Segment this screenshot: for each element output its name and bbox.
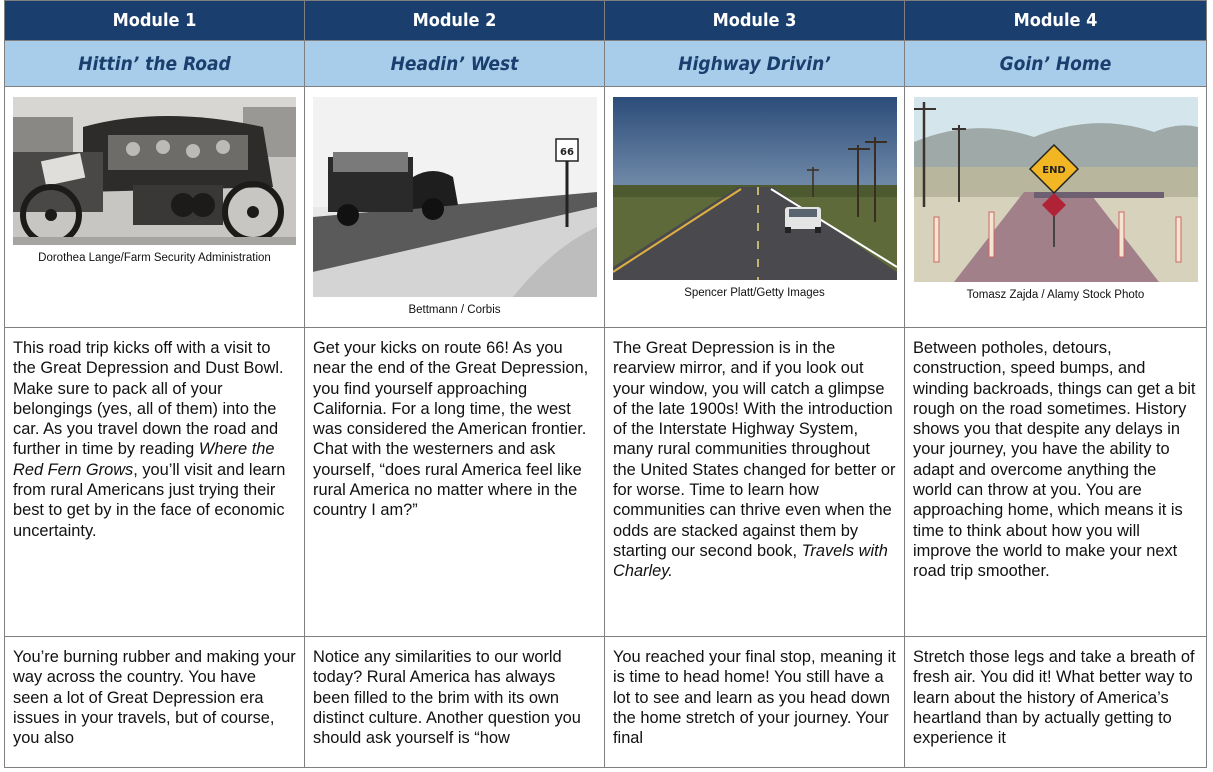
module-1-description-text-b: , you’ll visit and learn from rural Americans just trying their best to get by in the face of economic uncertainty. bbox=[13, 460, 286, 540]
end-sign-label: END bbox=[1041, 165, 1066, 176]
module-3-title: Highway Drivin’ bbox=[605, 41, 905, 87]
module-3-book-title: Travels with Charley. bbox=[613, 541, 888, 581]
module-2-description-cell bbox=[305, 328, 605, 637]
module-3-followup-cell bbox=[605, 637, 905, 768]
module-1-description-cell bbox=[5, 328, 305, 637]
module-2-image-cell bbox=[305, 87, 605, 328]
road-end-sign-photo bbox=[914, 97, 1198, 282]
module-1-description bbox=[5, 328, 304, 541]
vintage-car-photo bbox=[13, 97, 296, 245]
module-1-photo-credit: Dorothea Lange/Farm Security Administration bbox=[38, 252, 271, 264]
module-3-image-cell bbox=[605, 87, 905, 328]
module-4-description-cell bbox=[905, 328, 1207, 637]
module-followup-row bbox=[5, 637, 1207, 768]
module-4-followup: Stretch those legs and take a breath of fresh air. You did it! What better way to learn about the history of America’s heartland than by actually getting to experience it bbox=[913, 648, 1195, 748]
module-2-followup-cell bbox=[305, 637, 605, 768]
module-2-photo-credit: Bettmann / Corbis bbox=[408, 304, 501, 316]
module-3-header: Module 3 bbox=[605, 1, 905, 41]
module-3-description bbox=[605, 328, 904, 582]
module-1-description-text-a: This road trip kicks off with a visit to the Great Depression and Dust Bowl. Make sure to pack all of your belongings (yes, all of them) into the car. As you travel down the road and further in time by reading bbox=[13, 339, 284, 459]
module-4-image-cell bbox=[905, 87, 1207, 328]
module-1-header: Module 1 bbox=[5, 1, 305, 41]
module-2-header: Module 2 bbox=[305, 1, 605, 41]
module-description-row bbox=[5, 328, 1207, 637]
module-title-row bbox=[5, 41, 1207, 87]
highway-car-photo bbox=[613, 97, 897, 280]
module-1-followup-cell bbox=[5, 637, 305, 768]
module-3-description-cell bbox=[605, 328, 905, 637]
module-header-row bbox=[5, 1, 1207, 41]
route-66-sign-label: 66 bbox=[559, 147, 574, 158]
module-1-book-title: Where the Red Fern Grows bbox=[13, 440, 275, 479]
module-1-image-cell bbox=[5, 87, 305, 328]
module-4-title: Goin’ Home bbox=[905, 41, 1207, 87]
module-1-title: Hittin’ the Road bbox=[5, 41, 305, 87]
module-2-description: Get your kicks on route 66! As you near the end of the Great Depression, you find yourself approaching California. For a long time, the west was considered the American frontier. Chat with the westerners and ask yourself, “does rural America feel like rural America no matter where in the country I am?” bbox=[313, 339, 589, 520]
module-image-row bbox=[5, 87, 1207, 328]
module-4-photo-credit: Tomasz Zajda / Alamy Stock Photo bbox=[966, 289, 1145, 301]
module-3-photo-credit: Spencer Platt/Getty Images bbox=[684, 287, 825, 299]
module-4-followup-cell bbox=[905, 637, 1207, 768]
module-3-followup: You reached your final stop, meaning it is time to head home! You still have a lot to see and learn as you head down the home stretch of your journey. Your final bbox=[613, 648, 896, 748]
modules-table bbox=[4, 0, 1207, 768]
module-4-header: Module 4 bbox=[905, 1, 1207, 41]
route-66-truck-photo bbox=[313, 97, 597, 297]
module-2-title: Headin’ West bbox=[305, 41, 605, 87]
module-2-followup: Notice any similarities to our world today? Rural America has always been filled to the brim with its own distinct culture. Another question you should ask yourself is “how bbox=[313, 648, 581, 748]
module-4-description: Between potholes, detours, construction, speed bumps, and winding backroads, things can get a bit rough on the road sometimes. History shows you that despite any delays in your journey, you have the ability to adapt and overcome anything the world can throw at you. You are approaching home, which means it is time to think about how you will improve the world to make your next road trip smoother. bbox=[913, 339, 1196, 581]
module-3-description-text-a: The Great Depression is in the rearview mirror, and if you look out your window, you will catch a glimpse of the late 1900s! With the introduction of the Interstate Highway System, many rural communities throughout the United States changed for better or for worse. Time to learn how communities can thrive even when the odds are stacked against them by starting our second book, bbox=[613, 339, 896, 560]
module-1-followup: You’re burning rubber and making your way across the country. You have seen a lot of Great Depression era issues in your travels, but of course, you also bbox=[13, 648, 296, 748]
